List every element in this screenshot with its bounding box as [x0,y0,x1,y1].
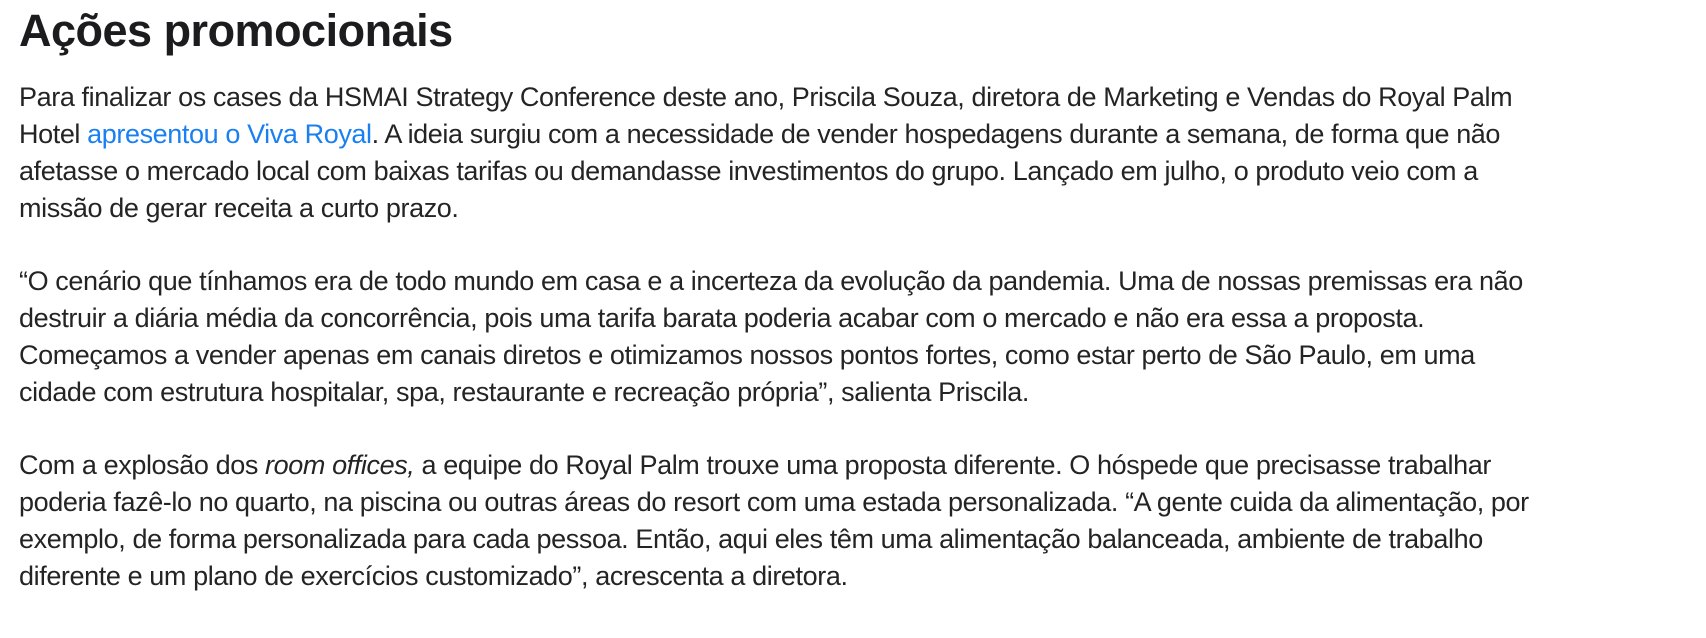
paragraph-room-offices-text-after: a equipe do Royal Palm trouxe uma proposta diferente. O hóspede que precisasse trabalhar poderia fazê-lo no quarto, na piscina ou outras áreas do resort com uma estada personalizada. “A gente cuida da alimentação, por exemplo, de forma personalizada para cada pessoa. Então, aqui eles têm uma alimentação balanceada, ambiente de trabalho diferente e um plano de exercícios customizado”, acrescenta a diretora. [19,449,1529,591]
paragraph-room-offices [19,447,1549,595]
room-offices-italic-phrase: room offices, [265,449,415,480]
viva-royal-link[interactable]: apresentou o Viva Royal [87,118,372,149]
paragraph-intro-text-before: Para finalizar os cases da HSMAI Strategy Conference deste ano, Priscila Souza, diretora de Marketing e Vendas do Royal Palm Hotel [19,81,1513,149]
paragraph-quote: “O cenário que tínhamos era de todo mundo em casa e a incerteza da evolução da pandemia. Uma de nossas premissas era não destruir a diária média da concorrência, pois uma tarifa barata poderia acabar com o mercado e não era essa a proposta. Começamos a vender apenas em canais diretos e otimizamos nossos pontos fortes, como estar perto de São Paulo, em uma cidade com estrutura hospitalar, spa, restaurante e recreação própria”, salienta Priscila. [19,265,1523,407]
paragraph-intro [19,79,1549,227]
paragraph-intro-text-after: . A ideia surgiu com a necessidade de vender hospedagens durante a semana, de forma que não afetasse o mercado local com baixas tarifas ou demandasse investimentos do grupo. Lançado em julho, o produto veio com a missão de gerar receita a curto prazo. [19,118,1501,223]
article-body [19,79,1686,595]
page-title: Ações promocionais [19,5,453,56]
paragraph-room-offices-text-before: Com a explosão dos [19,449,266,480]
